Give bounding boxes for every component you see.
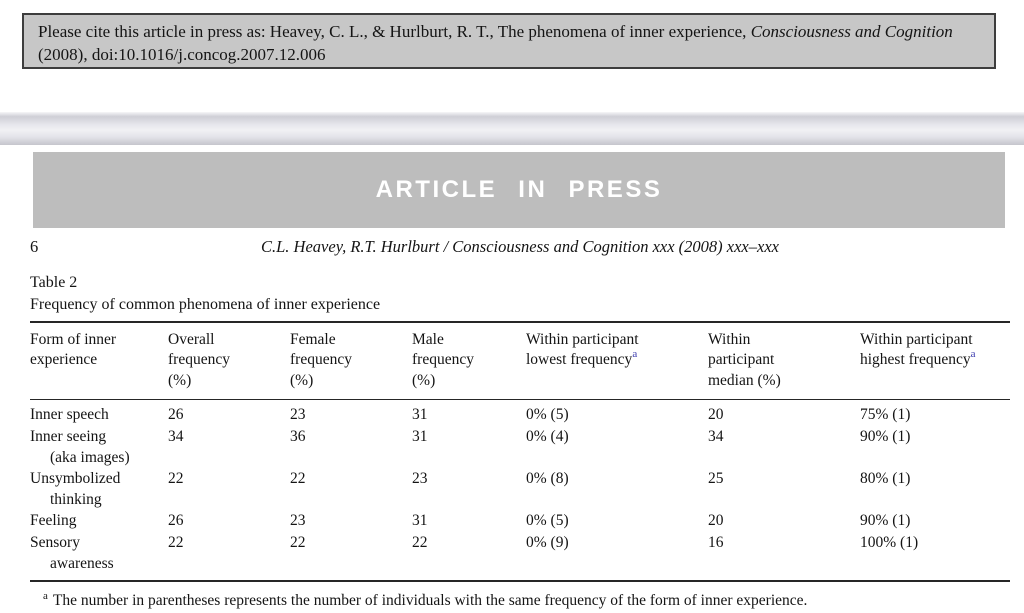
cell-overall: 22 [168,470,184,488]
header-line: Overall [168,331,215,348]
header-line: (%) [290,371,314,389]
table-section [30,272,1010,611]
table-label: Table 2 [30,274,78,291]
row-label [30,400,168,426]
row-label [30,532,168,581]
row-label-line: awareness [50,554,114,572]
cell-highest: 80% (1) [860,470,911,488]
row-label-line: Sensory [30,534,80,552]
cell-median: 25 [708,470,724,488]
cell-male: 22 [412,534,428,552]
cell-median: 34 [708,427,724,445]
header-line: Within participant [860,331,973,348]
cell-overall: 26 [168,512,184,530]
article-in-press-banner [33,152,1005,228]
row-label-line: (aka images) [50,448,130,466]
cell-male: 23 [412,470,428,488]
cell-median: 20 [708,512,724,530]
row-label [30,510,168,532]
citation-journal-name: Consciousness and Cognition [750,22,953,41]
table-footnote [30,591,1010,611]
header-line: frequency [168,351,230,369]
col-header-median [708,322,860,400]
cell-overall: 26 [168,406,184,424]
cell-lowest: 0% (9) [526,534,569,552]
cell-male: 31 [412,406,428,424]
header-line: median (%) [708,371,781,389]
header-line: frequency [290,351,352,369]
header-line: Within [708,331,751,348]
col-header-form [30,322,168,400]
running-head: C.L. Heavey, R.T. Hurlburt / Consciousness and Cognition xxx (2008) xxx–xxx [261,237,779,256]
footnote-ref-a: a [632,348,638,361]
row-label-line: Inner speech [30,406,109,424]
row-label-line: Feeling [30,512,77,530]
cell-overall: 34 [168,427,184,445]
header-line: (%) [168,371,192,389]
cell-female: 22 [290,534,306,552]
cell-female: 23 [290,512,306,530]
cell-highest: 90% (1) [860,427,911,445]
header-line: highest frequency [860,351,971,369]
table-row-sensory-awareness [30,532,1010,581]
header-line: (%) [412,371,436,389]
row-label [30,426,168,468]
citation-notice-box [22,13,996,69]
header-line: Within participant [526,331,639,348]
table-row-inner-seeing [30,426,1010,468]
page-number: 6 [30,237,39,256]
col-header-overall [168,322,290,400]
col-header-lowest [526,322,708,400]
cell-median: 16 [708,534,724,552]
header-row [30,322,1010,400]
header-line: Female [290,331,336,348]
gradient-divider-band [0,112,1024,145]
table-row-unsymbolized-thinking [30,468,1010,510]
row-label-line: Inner seeing [30,427,107,445]
article-in-press-label: ARTICLE IN PRESS [375,176,663,203]
row-label [30,468,168,510]
cell-female: 22 [290,470,306,488]
cell-overall: 22 [168,534,184,552]
cell-highest: 75% (1) [860,406,911,424]
row-label-line: thinking [50,490,102,508]
header-line: frequency [412,351,474,369]
table-row-feeling [30,510,1010,532]
citation-text-prefix: Please cite this article in press as: Heavey, C. L., & Hurlburt, R. T., The phenomena of inner experience, [38,22,751,41]
cell-male: 31 [412,512,428,530]
col-header-highest [860,322,1010,400]
cell-highest: 90% (1) [860,512,911,530]
table-caption: Frequency of common phenomena of inner experience [30,296,381,313]
cell-lowest: 0% (8) [526,470,569,488]
cell-median: 20 [708,406,724,424]
cell-lowest: 0% (5) [526,406,569,424]
footnote-text: The number in parentheses represents the number of individuals with the same frequency of the form of inner experience. [52,592,808,610]
header-line: experience [30,351,98,369]
table-row-inner-speech [30,400,1010,426]
footnote-ref-a: a [970,348,976,361]
cell-lowest: 0% (5) [526,512,569,530]
header-line: Male [412,331,444,348]
frequency-table [30,321,1010,582]
cell-lowest: 0% (4) [526,427,569,445]
header-line: Form of inner [30,331,117,348]
header-line: lowest frequency [526,351,633,369]
cell-highest: 100% (1) [860,534,919,552]
cell-female: 23 [290,406,306,424]
citation-text-suffix: (2008), doi:10.1016/j.concog.2007.12.006 [38,45,326,65]
col-header-male [412,322,526,400]
cell-female: 36 [290,427,306,445]
header-line: participant [708,351,775,369]
footnote-marker: a [43,590,48,603]
cell-male: 31 [412,427,428,445]
col-header-female [290,322,412,400]
row-label-line: Unsymbolized [30,470,121,488]
page-header [30,237,1010,257]
